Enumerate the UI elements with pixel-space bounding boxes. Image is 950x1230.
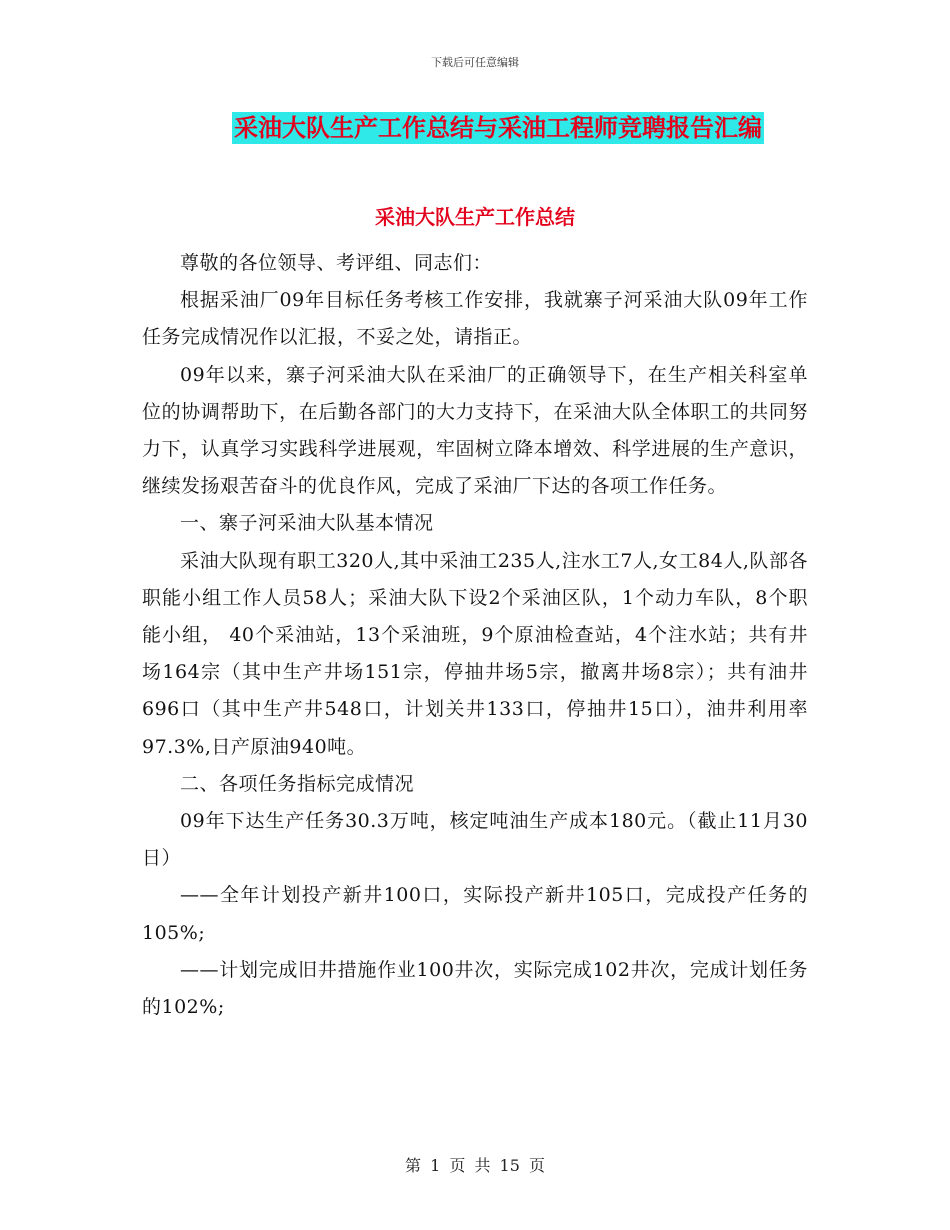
body-paragraph: 采油大队现有职工320人,其中采油工235人,注水工7人,女工84人,队部各职能小组工作人员58人；采油大队下设2个采油区队，1个动力车队，8个职能小组， 40个采油站，13个采油班，9个原油检查站，4个注水站；共有井场164宗（其中生产井场151宗，停抽井场5宗，撤离井场8宗）；共有油井696口（其中生产井548口，计划关井133口，停抽井15口），油井利用率97.3%,日产原油940吨。 <box>142 549 808 758</box>
list-item: ——全年计划投产新井100口，实际投产新井105口，完成投产任务的105%; <box>142 884 808 944</box>
document-body <box>142 245 808 1026</box>
section-heading: 二、各项任务指标完成情况 <box>180 772 415 795</box>
page-footer: 第 1 页 共 15 页 <box>405 1156 545 1175</box>
section-title: 采油大队生产工作总结 <box>375 205 575 229</box>
salutation-paragraph: 尊敬的各位领导、考评组、同志们： <box>180 252 493 274</box>
body-paragraph: 根据采油厂09年目标任务考核工作安排，我就寨子河采油大队09年工作任务完成情况作以汇报，不妥之处，请指正。 <box>142 289 808 349</box>
list-item: ——计划完成旧井措施作业100井次，实际完成102井次，完成计划任务的102%; <box>142 958 808 1019</box>
body-paragraph: 09年以来，寨子河采油大队在采油厂的正确领导下，在生产相关科室单位的协调帮助下，在后勤各部门的大力支持下，在采油大队全体职工的共同努力下，认真学习实践科学进展观，牢固树立降本增效、科学进展的生产意识，继续发扬艰苦奋斗的优良作风，完成了采油厂下达的各项工作任务。 <box>142 363 808 498</box>
main-title-wrap <box>0 112 950 144</box>
body-paragraph: 09年下达生产任务30.3万吨，核定吨油生产成本180元。（截止11月30日） <box>142 810 808 870</box>
section-heading: 一、寨子河采油大队基本情况 <box>180 512 434 535</box>
header-note: 下载后可任意编辑 <box>431 56 519 69</box>
main-title: 采油大队生产工作总结与采油工程师竞聘报告汇编 <box>234 114 762 142</box>
